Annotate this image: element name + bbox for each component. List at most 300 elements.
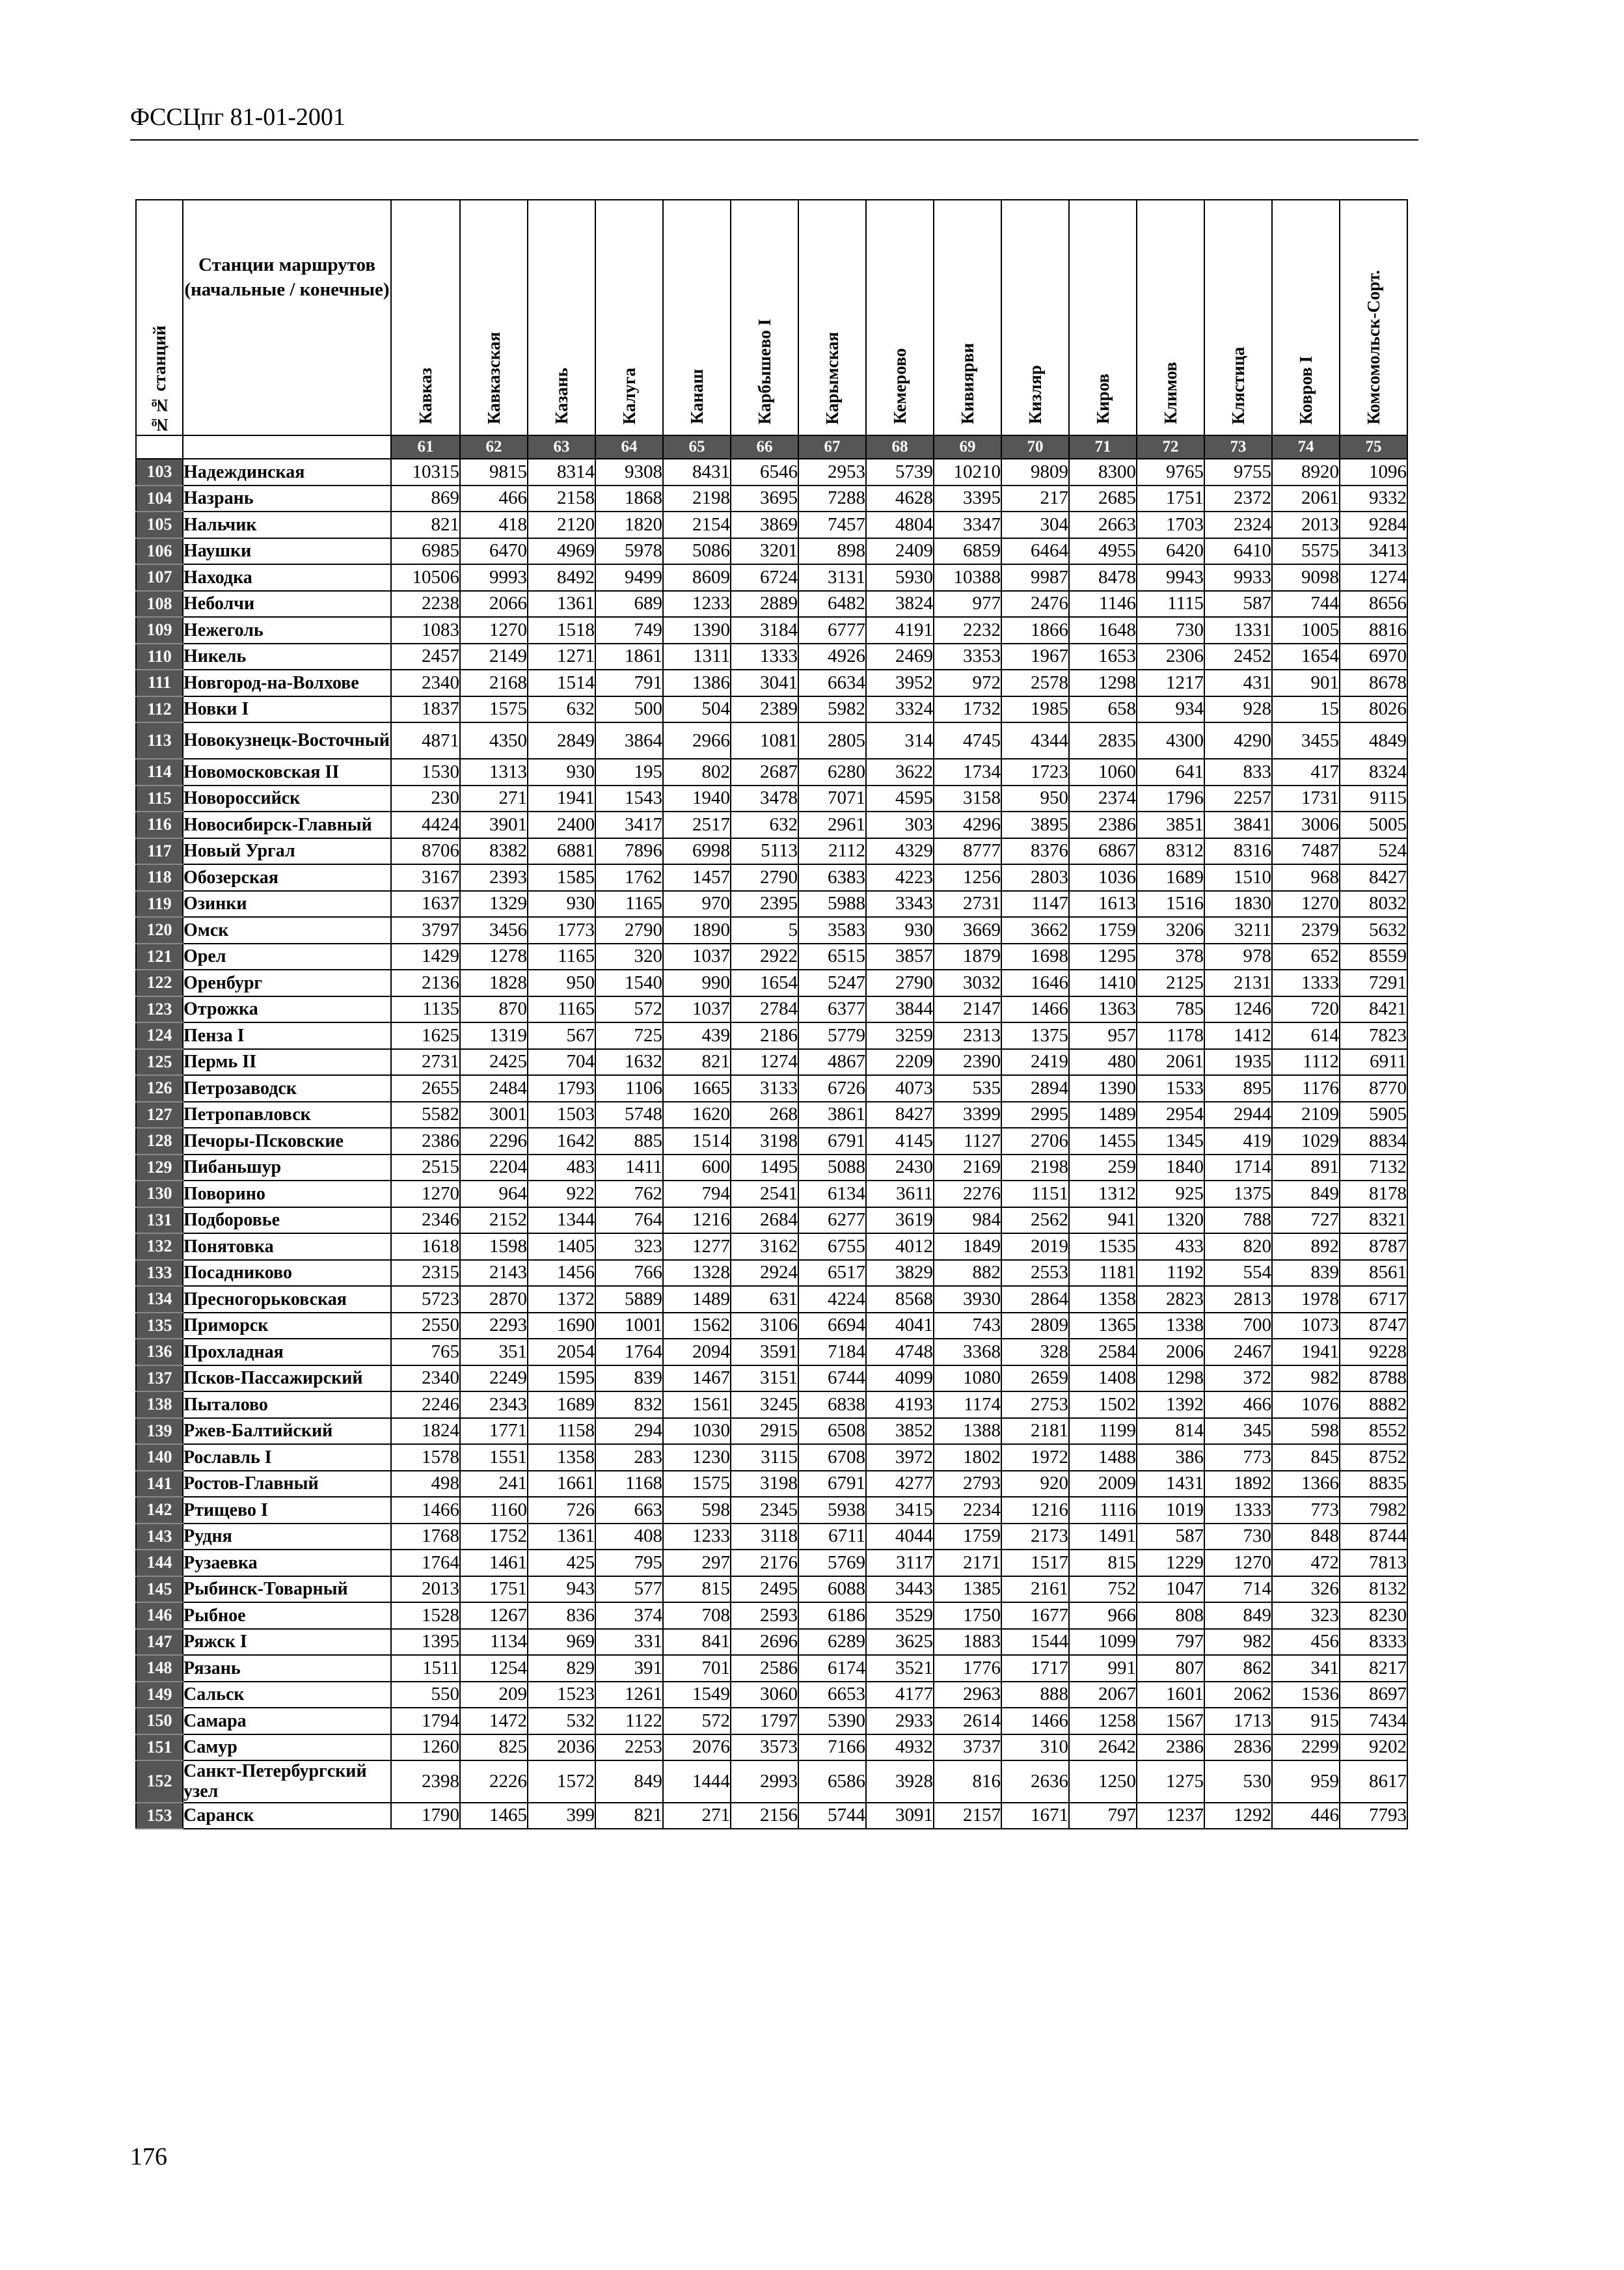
- distance-value: 2176: [731, 1550, 798, 1576]
- distance-value: 1849: [934, 1233, 1001, 1260]
- distance-value: 3115: [731, 1444, 798, 1471]
- distance-value: 1345: [1137, 1128, 1204, 1155]
- station-number: 120: [136, 917, 183, 944]
- distance-value: 2340: [391, 1365, 460, 1392]
- distance-value: 5769: [798, 1550, 866, 1576]
- distance-value: 1561: [663, 1391, 731, 1418]
- distance-value: 641: [1137, 759, 1204, 786]
- distance-value: 8706: [391, 838, 460, 865]
- distance-value: 9809: [1001, 459, 1069, 485]
- distance-value: 1567: [1137, 1708, 1204, 1734]
- distance-value: 2313: [934, 1022, 1001, 1049]
- distance-value: 8744: [1340, 1524, 1407, 1550]
- distance-value: 2054: [528, 1339, 595, 1365]
- distance-value: 1412: [1204, 1022, 1272, 1049]
- distance-value: 2484: [460, 1075, 528, 1102]
- distance-value: 720: [1272, 996, 1340, 1023]
- distance-value: 1776: [934, 1655, 1001, 1682]
- table-row: [136, 1734, 1407, 1761]
- distance-value: 6791: [798, 1471, 866, 1497]
- distance-value: 2813: [1204, 1286, 1272, 1313]
- distance-value: 500: [595, 696, 663, 723]
- distance-value: 2390: [934, 1049, 1001, 1076]
- distance-value: 984: [934, 1207, 1001, 1234]
- distance-value: 3206: [1137, 917, 1204, 944]
- distance-value: 4224: [798, 1286, 866, 1313]
- distance-value: 1491: [1069, 1524, 1137, 1550]
- distance-value: 1671: [1001, 1803, 1069, 1829]
- station-number-header: [136, 200, 183, 435]
- station-name: Самара: [183, 1708, 391, 1734]
- distance-value: 1598: [460, 1233, 528, 1260]
- distance-value: 1258: [1069, 1708, 1137, 1734]
- table-row: [136, 1075, 1407, 1102]
- distance-value: 8568: [866, 1286, 934, 1313]
- distance-value: 1689: [528, 1391, 595, 1418]
- distance-value: 1395: [391, 1629, 460, 1656]
- distance-value: 1861: [595, 644, 663, 670]
- distance-value: 6383: [798, 864, 866, 891]
- station-number: 137: [136, 1365, 183, 1392]
- distance-value: 1978: [1272, 1286, 1340, 1313]
- distance-value: 2299: [1272, 1734, 1340, 1761]
- distance-value: 2109: [1272, 1102, 1340, 1128]
- distance-value: 990: [663, 970, 731, 996]
- distance-value: 2346: [391, 1207, 460, 1234]
- distance-value: 2476: [1001, 591, 1069, 618]
- station-name: Надеждинская: [183, 459, 391, 485]
- distance-value: 1001: [595, 1313, 663, 1339]
- distance-value: 9098: [1272, 564, 1340, 591]
- distance-value: 2147: [934, 996, 1001, 1023]
- table-body: [136, 459, 1407, 1829]
- distance-value: 6088: [798, 1576, 866, 1603]
- distance-value: 3952: [866, 670, 934, 696]
- distance-value: 4041: [866, 1313, 934, 1339]
- distance-value: 1261: [595, 1682, 663, 1708]
- distance-value: 2954: [1137, 1102, 1204, 1128]
- distance-value: 1698: [1001, 944, 1069, 970]
- distance-value: 587: [1137, 1524, 1204, 1550]
- distance-value: 6791: [798, 1128, 866, 1155]
- distance-value: 5779: [798, 1022, 866, 1049]
- distance-value: 8314: [528, 459, 595, 485]
- distance-value: 4849: [1340, 722, 1407, 759]
- distance-value: 572: [595, 996, 663, 1023]
- distance-value: 1637: [391, 891, 460, 918]
- distance-value: 4296: [934, 812, 1001, 838]
- distance-value: 4193: [866, 1391, 934, 1418]
- distance-value: 3060: [731, 1682, 798, 1708]
- distance-value: 6289: [798, 1629, 866, 1656]
- distance-value: 1562: [663, 1313, 731, 1339]
- distance-value: 2425: [460, 1049, 528, 1076]
- distance-value: 791: [595, 670, 663, 696]
- distance-value: 1274: [731, 1049, 798, 1076]
- station-number: 132: [136, 1233, 183, 1260]
- distance-value: 8321: [1340, 1207, 1407, 1234]
- distance-value: 3852: [866, 1418, 934, 1445]
- distance-value: 1467: [663, 1365, 731, 1392]
- distance-value: 466: [1204, 1391, 1272, 1418]
- distance-value: 2238: [391, 591, 460, 618]
- distance-value: 3972: [866, 1444, 934, 1471]
- station-name: Поворино: [183, 1181, 391, 1207]
- distance-value: 1361: [528, 591, 595, 618]
- distance-value: 268: [731, 1102, 798, 1128]
- distance-value: 9308: [595, 459, 663, 485]
- distance-value: 4223: [866, 864, 934, 891]
- distance-value: 2835: [1069, 722, 1137, 759]
- distance-value: 2157: [934, 1803, 1001, 1829]
- distance-value: 9993: [460, 564, 528, 591]
- distance-value: 1518: [528, 617, 595, 644]
- distance-value: 418: [460, 512, 528, 538]
- distance-value: 1840: [1137, 1155, 1204, 1181]
- distance-value: 631: [731, 1286, 798, 1313]
- station-number: 112: [136, 696, 183, 723]
- station-number: 127: [136, 1102, 183, 1128]
- distance-value: 2790: [595, 917, 663, 944]
- distance-value: 3930: [934, 1286, 1001, 1313]
- distance-value: 10210: [934, 459, 1001, 485]
- distance-value: 3625: [866, 1629, 934, 1656]
- distance-value: 1654: [731, 970, 798, 996]
- distance-value: 3368: [934, 1339, 1001, 1365]
- station-name: Сальск: [183, 1682, 391, 1708]
- distance-value: 966: [1069, 1602, 1137, 1629]
- distance-value: 1544: [1001, 1629, 1069, 1656]
- distance-value: 6711: [798, 1524, 866, 1550]
- distance-value: 2061: [1137, 1049, 1204, 1076]
- distance-value: 7071: [798, 786, 866, 812]
- column-header-label: Клястица: [1228, 346, 1248, 424]
- distance-value: 1585: [528, 864, 595, 891]
- distance-value: 1174: [934, 1391, 1001, 1418]
- distance-value: 3478: [731, 786, 798, 812]
- distance-value: 1972: [1001, 1444, 1069, 1471]
- distance-value: 2094: [663, 1339, 731, 1365]
- distance-value: 658: [1069, 696, 1137, 723]
- distance-value: 2961: [798, 812, 866, 838]
- distance-value: 1511: [391, 1655, 460, 1682]
- station-name: Псков-Пассажирский: [183, 1365, 391, 1392]
- distance-value: 1233: [663, 1524, 731, 1550]
- distance-value: 2276: [934, 1181, 1001, 1207]
- table-row: [136, 1365, 1407, 1392]
- distance-value: 8312: [1137, 838, 1204, 865]
- distance-value: 3032: [934, 970, 1001, 996]
- distance-value: 1165: [528, 944, 595, 970]
- distance-value: 8316: [1204, 838, 1272, 865]
- distance-value: 209: [460, 1682, 528, 1708]
- distance-value: 1759: [1069, 917, 1137, 944]
- distance-value: 6410: [1204, 538, 1272, 565]
- station-number: 130: [136, 1181, 183, 1207]
- distance-value: 9284: [1340, 512, 1407, 538]
- distance-value: 4329: [866, 838, 934, 865]
- distance-value: 833: [1204, 759, 1272, 786]
- station-name: Пермь II: [183, 1049, 391, 1076]
- distance-value: 345: [1204, 1418, 1272, 1445]
- distance-value: 2593: [731, 1602, 798, 1629]
- distance-value: 550: [391, 1682, 460, 1708]
- distance-value: 1768: [391, 1524, 460, 1550]
- distance-value: 820: [1204, 1233, 1272, 1260]
- distance-value: 372: [1204, 1365, 1272, 1392]
- distance-value: 1410: [1069, 970, 1137, 996]
- distance-value: 8026: [1340, 696, 1407, 723]
- station-number: 126: [136, 1075, 183, 1102]
- distance-value: 6970: [1340, 644, 1407, 670]
- distance-value: 941: [1069, 1207, 1137, 1234]
- column-header-label: Кемерово: [889, 348, 910, 424]
- table-row: [136, 1181, 1407, 1207]
- distance-value: 795: [595, 1550, 663, 1576]
- station-number: 109: [136, 617, 183, 644]
- distance-value: 1385: [934, 1576, 1001, 1603]
- distance-value: 1802: [934, 1444, 1001, 1471]
- distance-value: 5390: [798, 1708, 866, 1734]
- distance-value: 2169: [934, 1155, 1001, 1181]
- distance-value: 3851: [1137, 812, 1204, 838]
- table-row: [136, 644, 1407, 670]
- table-row: [136, 812, 1407, 838]
- distance-value: 2922: [731, 944, 798, 970]
- distance-value: 6482: [798, 591, 866, 618]
- distance-value: 1661: [528, 1471, 595, 1497]
- distance-value: 7982: [1340, 1497, 1407, 1524]
- distance-value: 3001: [460, 1102, 528, 1128]
- station-name: Пенза I: [183, 1022, 391, 1049]
- distance-value: 8427: [1340, 864, 1407, 891]
- distance-value: 2924: [731, 1260, 798, 1287]
- distance-value: 885: [595, 1128, 663, 1155]
- station-number: 134: [136, 1286, 183, 1313]
- distance-value: 1386: [663, 670, 731, 696]
- station-name: Омск: [183, 917, 391, 944]
- column-header-row: [136, 200, 1407, 435]
- distance-value: 1941: [528, 786, 595, 812]
- distance-value: 632: [528, 696, 595, 723]
- distance-value: 433: [1137, 1233, 1204, 1260]
- station-name: Рудня: [183, 1524, 391, 1550]
- distance-value: 10315: [391, 459, 460, 485]
- distance-value: 1127: [934, 1128, 1001, 1155]
- distance-value: 8678: [1340, 670, 1407, 696]
- distance-value: 700: [1204, 1313, 1272, 1339]
- distance-value: 2154: [663, 512, 731, 538]
- distance-value: 5582: [391, 1102, 460, 1128]
- distance-value: 598: [1272, 1418, 1340, 1445]
- distance-value: 3928: [866, 1760, 934, 1803]
- station-number: 129: [136, 1155, 183, 1181]
- distance-value: 6708: [798, 1444, 866, 1471]
- distance-value: 3413: [1340, 538, 1407, 565]
- distance-value: 982: [1272, 1365, 1340, 1392]
- distance-value: 1625: [391, 1022, 460, 1049]
- distance-value: 1375: [1001, 1022, 1069, 1049]
- station-name: Обозерская: [183, 864, 391, 891]
- station-name: Печоры-Псковские: [183, 1128, 391, 1155]
- station-number: 147: [136, 1629, 183, 1656]
- distance-value: 829: [528, 1655, 595, 1682]
- distance-value: 304: [1001, 512, 1069, 538]
- station-name: Пыталово: [183, 1391, 391, 1418]
- distance-value: 1158: [528, 1418, 595, 1445]
- distance-value: 3737: [934, 1734, 1001, 1761]
- distance-value: 2636: [1001, 1760, 1069, 1803]
- column-header: [1340, 200, 1407, 435]
- distance-value: 1517: [1001, 1550, 1069, 1576]
- distance-value: 9933: [1204, 564, 1272, 591]
- station-number: 128: [136, 1128, 183, 1155]
- distance-value: 3669: [934, 917, 1001, 944]
- distance-value: 2152: [460, 1207, 528, 1234]
- distance-value: 1165: [528, 996, 595, 1023]
- distance-value: 6998: [663, 838, 731, 865]
- distance-value: 3415: [866, 1497, 934, 1524]
- column-header: [1069, 200, 1137, 435]
- distance-value: 2933: [866, 1708, 934, 1734]
- distance-value: 577: [595, 1576, 663, 1603]
- distance-value: 2793: [934, 1471, 1001, 1497]
- distance-value: 6377: [798, 996, 866, 1023]
- column-index: 68: [866, 435, 934, 459]
- station-number: 153: [136, 1803, 183, 1829]
- table-row: [136, 1207, 1407, 1234]
- distance-value: 1217: [1137, 670, 1204, 696]
- distance-value: 6777: [798, 617, 866, 644]
- distance-value: 2419: [1001, 1049, 1069, 1076]
- distance-value: 785: [1137, 996, 1204, 1023]
- distance-value: 2915: [731, 1418, 798, 1445]
- table-row: [136, 1128, 1407, 1155]
- station-number: 107: [136, 564, 183, 591]
- distance-value: 8230: [1340, 1602, 1407, 1629]
- distance-value: 725: [595, 1022, 663, 1049]
- distance-value: 727: [1272, 1207, 1340, 1234]
- distance-value: 1083: [391, 617, 460, 644]
- distance-value: 8697: [1340, 1682, 1407, 1708]
- distance-value: 1759: [934, 1524, 1001, 1550]
- distance-value: 1523: [528, 1682, 595, 1708]
- distance-value: 1892: [1204, 1471, 1272, 1497]
- station-name: Новомосковская II: [183, 759, 391, 786]
- distance-value: 6724: [731, 564, 798, 591]
- distance-value: 7487: [1272, 838, 1340, 865]
- distance-value: 1147: [1001, 891, 1069, 918]
- distance-value: 1176: [1272, 1075, 1340, 1102]
- distance-value: 1036: [1069, 864, 1137, 891]
- distance-value: 2452: [1204, 644, 1272, 670]
- distance-value: 2345: [731, 1497, 798, 1524]
- distance-value: 1344: [528, 1207, 595, 1234]
- distance-value: 1543: [595, 786, 663, 812]
- table-row: [136, 1602, 1407, 1629]
- distance-value: 1230: [663, 1444, 731, 1471]
- distance-value: 1073: [1272, 1313, 1340, 1339]
- distance-value: 1575: [663, 1471, 731, 1497]
- distance-value: 1461: [460, 1550, 528, 1576]
- table-row: [136, 786, 1407, 812]
- distance-value: 5938: [798, 1497, 866, 1524]
- distance-value: 1689: [1137, 864, 1204, 891]
- station-name: Отрожка: [183, 996, 391, 1023]
- distance-value: 1320: [1137, 1207, 1204, 1234]
- distance-value: 1312: [1069, 1181, 1137, 1207]
- station-number: 110: [136, 644, 183, 670]
- station-name: Новки I: [183, 696, 391, 723]
- distance-value: 2198: [663, 485, 731, 512]
- station-number: 131: [136, 1207, 183, 1234]
- distance-value: 1985: [1001, 696, 1069, 723]
- distance-value: 4926: [798, 644, 866, 670]
- distance-value: 689: [595, 591, 663, 618]
- distance-value: 882: [934, 1260, 1001, 1287]
- distance-value: 1677: [1001, 1602, 1069, 1629]
- distance-value: 978: [1204, 944, 1272, 970]
- distance-value: 2864: [1001, 1286, 1069, 1313]
- distance-value: 2517: [663, 812, 731, 838]
- distance-value: 2809: [1001, 1313, 1069, 1339]
- distance-value: 2156: [731, 1803, 798, 1829]
- index-row-blank: [183, 435, 391, 459]
- station-number: 148: [136, 1655, 183, 1682]
- distance-value: 8617: [1340, 1760, 1407, 1803]
- table-row: [136, 1497, 1407, 1524]
- distance-value: 5723: [391, 1286, 460, 1313]
- distance-value: 2246: [391, 1391, 460, 1418]
- station-number: 141: [136, 1471, 183, 1497]
- distance-value: 1165: [595, 891, 663, 918]
- distance-value: 1277: [663, 1233, 731, 1260]
- table-row: [136, 512, 1407, 538]
- distance-value: 1595: [528, 1365, 595, 1392]
- distance-value: 2136: [391, 970, 460, 996]
- header-rule: [130, 139, 1418, 141]
- station-number: 123: [136, 996, 183, 1023]
- distance-value: 283: [595, 1444, 663, 1471]
- distance-value: 1270: [460, 617, 528, 644]
- distance-value: 2944: [1204, 1102, 1272, 1128]
- distance-value: 744: [1272, 591, 1340, 618]
- table-row: [136, 917, 1407, 944]
- column-header: [1204, 200, 1272, 435]
- distance-value: 8552: [1340, 1418, 1407, 1445]
- distance-value: 326: [1272, 1576, 1340, 1603]
- distance-value: 1278: [460, 944, 528, 970]
- distance-value: 8777: [934, 838, 1001, 865]
- distance-value: 832: [595, 1391, 663, 1418]
- distance-value: 2663: [1069, 512, 1137, 538]
- distance-value: 807: [1137, 1655, 1204, 1682]
- distance-value: 3343: [866, 891, 934, 918]
- distance-value: 849: [1272, 1181, 1340, 1207]
- distance-value: 839: [595, 1365, 663, 1392]
- distance-value: 1199: [1069, 1418, 1137, 1445]
- distance-value: 891: [1272, 1155, 1340, 1181]
- distance-value: 2849: [528, 722, 595, 759]
- distance-value: 977: [934, 591, 1001, 618]
- distance-value: 2393: [460, 864, 528, 891]
- station-number: 152: [136, 1760, 183, 1803]
- distance-value: 1764: [595, 1339, 663, 1365]
- distance-value: 6280: [798, 759, 866, 786]
- table-row: [136, 617, 1407, 644]
- column-header: [731, 200, 798, 435]
- station-name: Новый Ургал: [183, 838, 391, 865]
